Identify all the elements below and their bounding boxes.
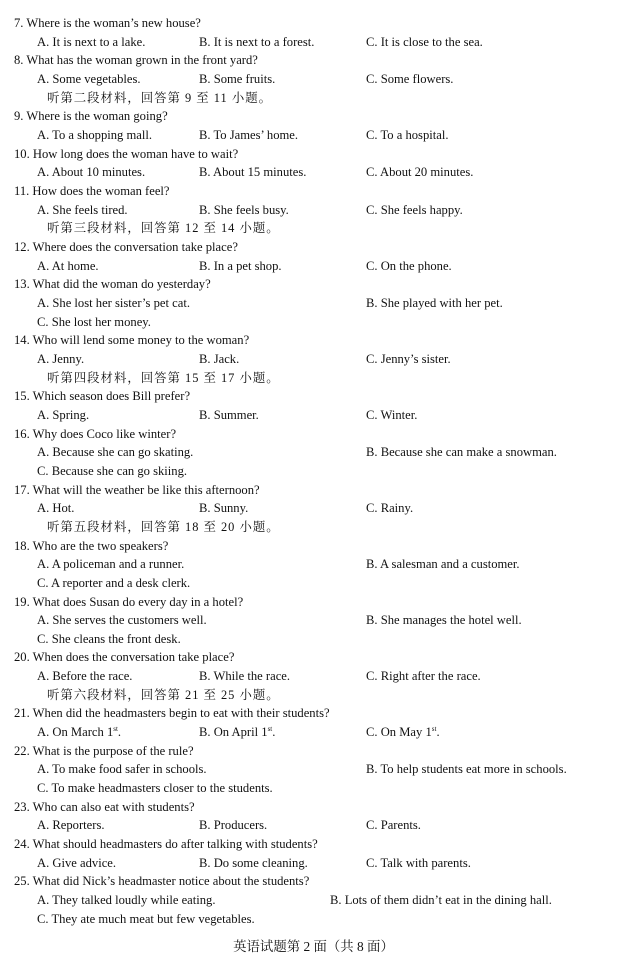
answer-option-text: B. In a pet shop. bbox=[199, 258, 282, 273]
answer-option-text: A. To a shopping mall. bbox=[37, 128, 153, 142]
question-text: 15. Which season does Bill prefer? bbox=[14, 389, 191, 404]
question-text: 13. What did the woman do yesterday? bbox=[14, 277, 211, 292]
answer-option-text: B. Summer. bbox=[199, 407, 259, 422]
option-row bbox=[0, 499, 627, 517]
answer-option bbox=[37, 70, 141, 88]
answer-option bbox=[366, 350, 451, 368]
answer-option-text: C. Because she can go skiing. bbox=[37, 463, 188, 478]
answer-option bbox=[199, 70, 275, 88]
answer-option bbox=[199, 499, 248, 517]
answer-option-text: B. Because she can make a snowman. bbox=[366, 445, 557, 460]
answer-option-text: B. While the race. bbox=[199, 669, 291, 684]
answer-option bbox=[199, 350, 239, 368]
answer-option bbox=[366, 816, 421, 834]
question-text: 23. Who can also eat with students? bbox=[14, 799, 195, 814]
question-text: 25. What did Nick’s headmaster notice about the students? bbox=[14, 874, 310, 889]
answer-option bbox=[37, 910, 255, 928]
answer-option bbox=[37, 630, 181, 648]
option-row bbox=[0, 443, 627, 461]
answer-option-text: C. To a hospital. bbox=[366, 128, 449, 142]
answer-option bbox=[366, 33, 483, 51]
answer-option bbox=[199, 163, 306, 181]
answer-option-text: B. She played with her pet. bbox=[366, 295, 503, 310]
answer-option-text: B. On April 1 bbox=[199, 725, 268, 740]
answer-option-text: C. About 20 minutes. bbox=[366, 165, 474, 180]
answer-option-text: A. Spring. bbox=[37, 407, 90, 422]
answer-option bbox=[37, 667, 132, 685]
answer-option bbox=[366, 70, 453, 88]
answer-option bbox=[37, 555, 184, 573]
option-row bbox=[0, 779, 627, 797]
answer-option bbox=[37, 723, 121, 741]
option-row bbox=[0, 406, 627, 424]
answer-option-text: B. About 15 minutes. bbox=[199, 165, 307, 180]
answer-option-text: C. It is close to the sea. bbox=[366, 34, 483, 49]
answer-option-text: B. A salesman and a customer. bbox=[366, 557, 520, 572]
answer-option bbox=[37, 854, 116, 872]
answer-option bbox=[366, 723, 440, 741]
answer-option-text: C. She feels happy. bbox=[366, 202, 463, 217]
option-row bbox=[0, 891, 627, 909]
answer-option-text: A. At home. bbox=[37, 258, 99, 273]
option-row bbox=[0, 163, 627, 181]
answer-option bbox=[37, 406, 89, 424]
answer-option bbox=[37, 611, 207, 629]
section-instruction: 听第二段材料，回答第 9 至 11 小题。 bbox=[47, 90, 272, 105]
answer-option-text: C. On May 1 bbox=[366, 725, 432, 740]
answer-option bbox=[199, 201, 289, 219]
option-row bbox=[0, 816, 627, 834]
question-text: 14. Who will lend some money to the woman? bbox=[14, 333, 250, 348]
option-row bbox=[0, 555, 627, 573]
answer-option bbox=[366, 611, 522, 629]
option-row bbox=[0, 257, 627, 275]
answer-option-text: A. She serves the customers well. bbox=[37, 613, 207, 628]
answer-option-text: B. Lots of them didn’t eat in the dining hall. bbox=[330, 893, 552, 907]
option-row bbox=[0, 350, 627, 368]
answer-option bbox=[366, 126, 449, 144]
question-text: 22. What is the purpose of the rule? bbox=[14, 743, 194, 758]
option-row bbox=[0, 33, 627, 51]
question-text: 21. When did the headmasters begin to eat with their students? bbox=[14, 706, 330, 721]
question-text: 18. Who are the two speakers? bbox=[14, 538, 169, 553]
answer-option-text: B. It is next to a forest. bbox=[199, 34, 315, 49]
answer-option bbox=[37, 891, 216, 909]
answer-option bbox=[366, 555, 520, 573]
answer-option-text: A. They talked loudly while eating. bbox=[37, 893, 216, 907]
answer-option bbox=[37, 462, 187, 480]
answer-option-text: C. Rainy. bbox=[366, 501, 414, 516]
answer-option-text: A. She lost her sister’s pet cat. bbox=[37, 295, 190, 310]
answer-option bbox=[37, 294, 190, 312]
ordinal-suffix: st bbox=[431, 725, 437, 734]
answer-option-text: C. On the phone. bbox=[366, 258, 452, 273]
answer-option-text: C. Parents. bbox=[366, 818, 421, 833]
answer-option-text: A. Give advice. bbox=[37, 855, 117, 870]
answer-option bbox=[366, 667, 481, 685]
answer-option bbox=[366, 406, 417, 424]
answer-option-text: B. She manages the hotel well. bbox=[366, 613, 522, 628]
answer-option bbox=[330, 891, 552, 909]
answer-option-text: B. Do some cleaning. bbox=[199, 855, 308, 870]
answer-option-text: A. Before the race. bbox=[37, 669, 133, 684]
question-text: 17. What will the weather be like this afternoon? bbox=[14, 482, 260, 497]
answer-option-text: A. A policeman and a runner. bbox=[37, 557, 185, 572]
answer-option bbox=[366, 443, 557, 461]
answer-option-text: A. Some vegetables. bbox=[37, 72, 141, 86]
answer-option-text: C. She lost her money. bbox=[37, 314, 151, 329]
question-text: 19. What does Susan do every day in a hotel? bbox=[14, 594, 244, 609]
page-footer: 英语试题第 2 面（共 8 面） bbox=[233, 939, 394, 954]
option-punctuation: . bbox=[117, 725, 122, 740]
answer-option-text: B. She feels busy. bbox=[199, 202, 289, 217]
answer-option-text: A. Jenny. bbox=[37, 351, 85, 366]
answer-option bbox=[199, 406, 259, 424]
answer-option bbox=[37, 313, 151, 331]
answer-option bbox=[199, 723, 275, 741]
option-row bbox=[0, 574, 627, 592]
answer-option bbox=[37, 163, 145, 181]
answer-option-text: A. To make food safer in schools. bbox=[37, 762, 207, 777]
option-row bbox=[0, 126, 627, 144]
answer-option-text: C. To make headmasters closer to the students. bbox=[37, 781, 273, 796]
answer-option-text: B. Sunny. bbox=[199, 501, 249, 516]
answer-option bbox=[366, 854, 471, 872]
option-row bbox=[0, 294, 627, 312]
answer-option bbox=[37, 257, 99, 275]
answer-option bbox=[199, 257, 282, 275]
answer-option-text: B. Some fruits. bbox=[199, 72, 276, 86]
answer-option bbox=[37, 126, 152, 144]
answer-option-text: C. Winter. bbox=[366, 407, 418, 422]
option-row bbox=[0, 630, 627, 648]
answer-option bbox=[366, 201, 463, 219]
section-instruction: 听第三段材料，回答第 12 至 14 小题。 bbox=[47, 221, 280, 236]
option-row bbox=[0, 70, 627, 88]
answer-option bbox=[37, 816, 105, 834]
answer-option-text: A. Because she can go skating. bbox=[37, 445, 194, 460]
option-row bbox=[0, 462, 627, 480]
answer-option-text: C. Jenny’s sister. bbox=[366, 351, 451, 366]
option-row bbox=[0, 910, 627, 928]
answer-option-text: A. Reporters. bbox=[37, 818, 105, 833]
section-instruction: 听第五段材料，回答第 18 至 20 小题。 bbox=[47, 519, 280, 534]
question-text: 20. When does the conversation take place? bbox=[14, 650, 235, 665]
answer-option bbox=[366, 163, 473, 181]
section-instruction: 听第四段材料，回答第 15 至 17 小题。 bbox=[47, 370, 280, 385]
answer-option-text: A. Hot. bbox=[37, 501, 75, 516]
question-text: 8. What has the woman grown in the front yard? bbox=[14, 53, 258, 68]
section-instruction: 听第六段材料，回答第 21 至 25 小题。 bbox=[47, 687, 280, 702]
answer-option bbox=[37, 574, 190, 592]
answer-option-text: A. It is next to a lake. bbox=[37, 34, 146, 49]
answer-option-text: B. To help students eat more in schools. bbox=[366, 762, 567, 777]
question-text: 16. Why does Coco like winter? bbox=[14, 426, 177, 441]
ordinal-suffix: st bbox=[113, 725, 118, 734]
question-text: 10. How long does the woman have to wait? bbox=[14, 146, 239, 161]
answer-option-text: C. She cleans the front desk. bbox=[37, 631, 181, 646]
answer-option-text: B. Producers. bbox=[199, 818, 268, 833]
ordinal-suffix: st bbox=[267, 725, 273, 734]
answer-option bbox=[366, 760, 567, 778]
answer-option bbox=[37, 33, 145, 51]
option-row bbox=[0, 723, 627, 741]
answer-option-text: A. On March 1 bbox=[37, 725, 114, 740]
option-row bbox=[0, 201, 627, 219]
answer-option bbox=[199, 816, 267, 834]
question-text: 9. Where is the woman going? bbox=[14, 109, 168, 124]
answer-option-text: A. She feels tired. bbox=[37, 202, 128, 217]
answer-option-text: C. Talk with parents. bbox=[366, 855, 471, 870]
answer-option bbox=[366, 499, 413, 517]
answer-option bbox=[37, 779, 273, 797]
option-row bbox=[0, 611, 627, 629]
answer-option bbox=[37, 443, 193, 461]
answer-option-text: C. Right after the race. bbox=[366, 669, 481, 684]
answer-option-text: B. To James’ home. bbox=[199, 128, 299, 142]
answer-option-text: C. They ate much meat but few vegetables. bbox=[37, 911, 255, 926]
answer-option bbox=[37, 201, 128, 219]
answer-option bbox=[199, 667, 290, 685]
answer-option bbox=[199, 126, 298, 144]
option-row bbox=[0, 313, 627, 331]
answer-option-text: C. A reporter and a desk clerk. bbox=[37, 575, 191, 590]
answer-option-text: A. About 10 minutes. bbox=[37, 165, 146, 180]
answer-option bbox=[366, 294, 503, 312]
answer-option-text: C. Some flowers. bbox=[366, 72, 454, 86]
answer-option bbox=[37, 350, 84, 368]
answer-option bbox=[199, 33, 314, 51]
answer-option bbox=[199, 854, 308, 872]
question-text: 24. What should headmasters do after talking with students? bbox=[14, 837, 318, 851]
option-row bbox=[0, 667, 627, 685]
option-row bbox=[0, 760, 627, 778]
question-text: 11. How does the woman feel? bbox=[14, 183, 170, 198]
question-text: 7. Where is the woman’s new house? bbox=[14, 16, 201, 30]
question-text: 12. Where does the conversation take place? bbox=[14, 239, 238, 254]
option-punctuation: . bbox=[436, 725, 440, 740]
option-punctuation: . bbox=[272, 725, 276, 740]
answer-option-text: B. Jack. bbox=[199, 351, 240, 366]
answer-option bbox=[37, 760, 207, 778]
option-row bbox=[0, 854, 627, 872]
answer-option bbox=[366, 257, 452, 275]
answer-option bbox=[37, 499, 74, 517]
